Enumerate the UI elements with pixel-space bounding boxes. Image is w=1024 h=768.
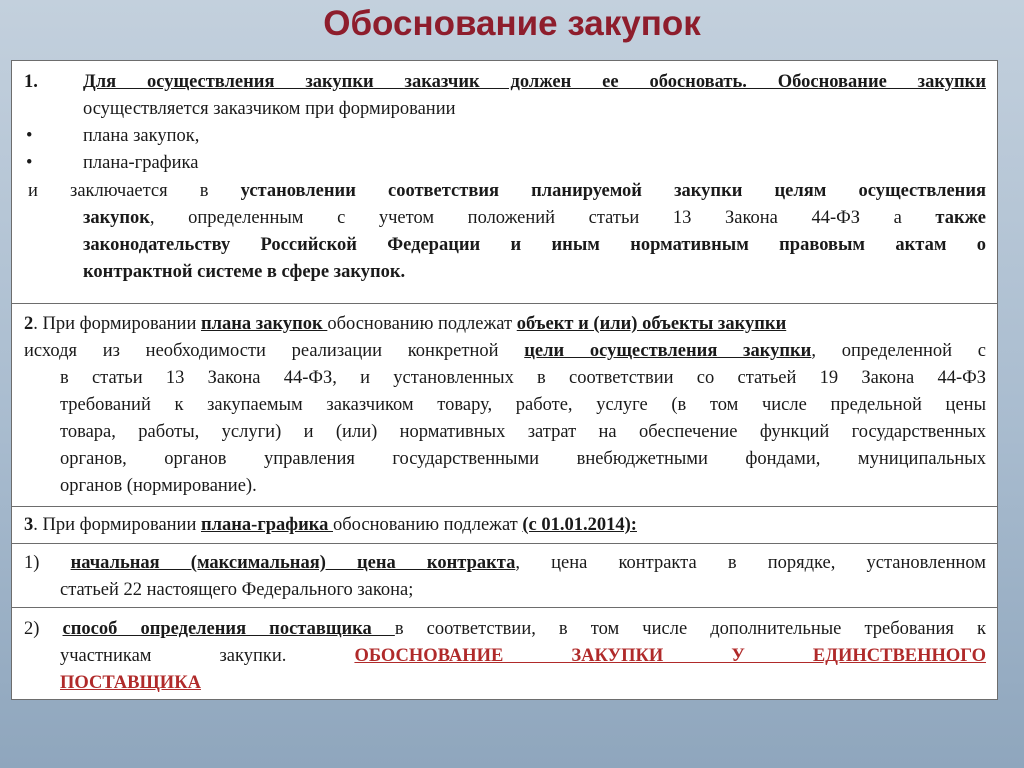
section-3	[12, 507, 997, 544]
section-5-line-2: участникам закупки. ОБОСНОВАНИЕ ЗАКУПКИ У ЕДИНСТВЕННОГО	[60, 646, 986, 666]
section-1-heading-cont: осуществляется заказчиком при формировании	[83, 99, 456, 119]
content-panel	[11, 60, 998, 700]
section-2-line: органов (нормирование).	[60, 476, 257, 496]
sole-supplier-link[interactable]: ОБОСНОВАНИЕ ЗАКУПКИ У ЕДИНСТВЕННОГО	[354, 646, 986, 666]
section-2-line-2: исходя из необходимости реализации конкретной цели осуществления закупки, определенной с	[24, 341, 986, 361]
section-2	[12, 304, 997, 507]
section-5-line-3	[60, 670, 201, 697]
section-1-heading: Для осуществления закупки заказчик должен ее обосновать. Обоснование закупки	[83, 72, 986, 92]
section-2-line: органов, органов управления государственными внебюджетными фондами, муниципальных	[60, 449, 986, 469]
section-4-line-2: статьей 22 настоящего Федерального закона;	[60, 580, 414, 600]
section-1-para-line-2: закупок, определенным с учетом положений статьи 13 Закона 44-ФЗ а также	[83, 208, 986, 228]
section-1-para-line-1: и заключается в установлении соответствия планируемой закупки целям осуществления	[28, 181, 986, 201]
bullet-item: плана-графика	[83, 153, 199, 173]
section-1	[12, 61, 997, 304]
section-5	[12, 608, 997, 701]
page-title: Обоснование закупок	[323, 4, 701, 43]
bullet-item: плана закупок,	[83, 126, 200, 146]
section-4-line-1: 1) начальная (максимальная) цена контракта, цена контракта в порядке, установленном	[24, 553, 987, 573]
section-1-number: 1.	[24, 72, 38, 92]
bullet-symbol: •	[26, 153, 33, 173]
bullet-symbol: •	[26, 126, 33, 146]
section-1-para-line-3: законодательству Российской Федерации и иным нормативным правовым актам о	[83, 235, 986, 255]
section-3-line: 3. При формировании плана-графика обоснованию подлежат (с 01.01.2014):	[24, 515, 637, 535]
section-2-line: требований к закупаемым заказчиком товару, работе, услуге (в том числе предельной цены	[60, 395, 986, 415]
section-1-para-line-4: контрактной системе в сфере закупок.	[83, 262, 406, 282]
section-2-line: в статьи 13 Закона 44-ФЗ, и установленных в соответствии со статьей 19 Закона 44-ФЗ	[60, 368, 986, 388]
section-4	[12, 544, 997, 608]
section-2-line: товара, работы, услуги) и (или) нормативных затрат на обеспечение функций государственных	[60, 422, 986, 442]
section-2-line-1: 2. При формировании плана закупок обоснованию подлежат объект и (или) объекты закупки	[24, 314, 787, 334]
section-5-line-1: 2) способ определения поставщика в соответствии, в том числе дополнительные требования к	[24, 619, 986, 639]
sole-supplier-link-cont[interactable]: ПОСТАВЩИКА	[60, 673, 201, 693]
